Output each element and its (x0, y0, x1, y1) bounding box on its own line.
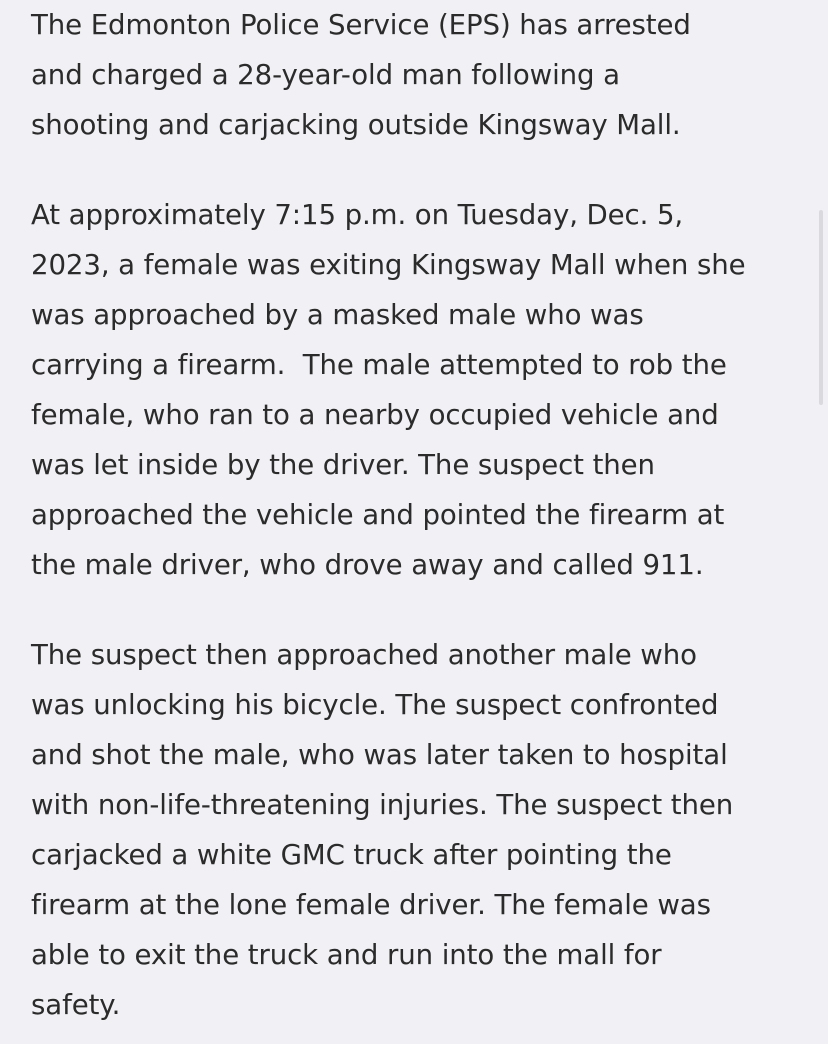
paragraph-line: The suspect then approached another male who (31, 638, 697, 671)
paragraph-line: able to exit the truck and run into the mall for (31, 938, 662, 971)
paragraph-line: approached the vehicle and pointed the firearm at (31, 498, 725, 531)
paragraph-1 (31, 0, 691, 150)
paragraph-line: was let inside by the driver. The suspect then (31, 448, 655, 481)
paragraph-line: At approximately 7:15 p.m. on Tuesday, Dec. 5, (31, 198, 684, 231)
paragraph-line: carrying a firearm. The male attempted to rob the (31, 348, 727, 381)
paragraph-line: with non-life-threatening injuries. The suspect then (31, 788, 734, 821)
paragraph-line: 2023, a female was exiting Kingsway Mall when she (31, 248, 746, 281)
paragraph-line: and charged a 28-year-old man following a (31, 58, 620, 91)
paragraph-line: female, who ran to a nearby occupied vehicle and (31, 398, 719, 431)
paragraph-2 (31, 190, 746, 590)
paragraph-line: the male driver, who drove away and called 911. (31, 548, 704, 581)
paragraph-line: was approached by a masked male who was (31, 298, 644, 331)
paragraph-line: and shot the male, who was later taken to hospital (31, 738, 728, 771)
vertical-scrollbar[interactable] (819, 210, 823, 405)
paragraph-line: was unlocking his bicycle. The suspect confronted (31, 688, 719, 721)
paragraph-line: firearm at the lone female driver. The female was (31, 888, 711, 921)
paragraph-line: safety. (31, 988, 121, 1021)
paragraph-line: carjacked a white GMC truck after pointing the (31, 838, 672, 871)
paragraph-line: shooting and carjacking outside Kingsway Mall. (31, 108, 681, 141)
paragraph-line: The Edmonton Police Service (EPS) has arrested (31, 8, 691, 41)
paragraph-3 (31, 630, 733, 1030)
